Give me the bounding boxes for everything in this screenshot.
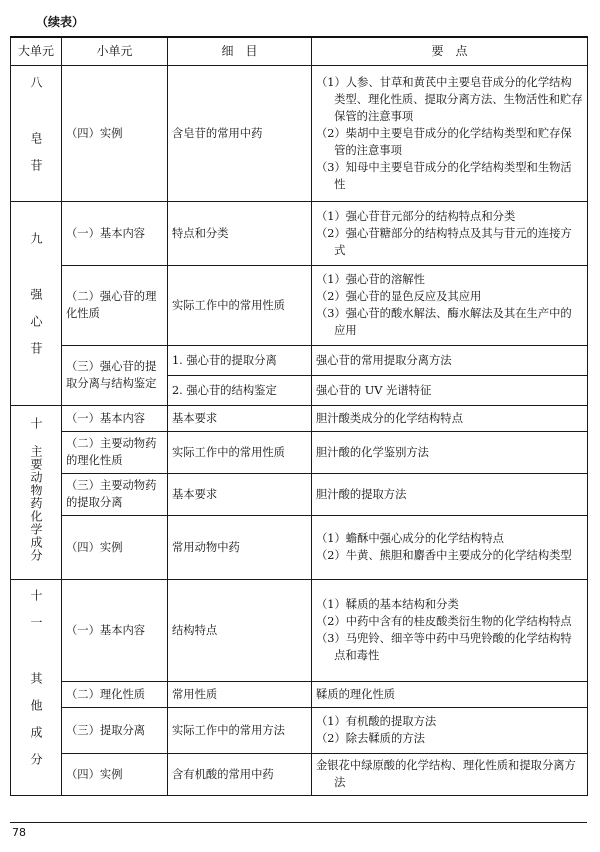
table-row [11, 473, 588, 515]
item-cell: 实际工作中的常用性质 [168, 265, 312, 345]
point: （3）马兜铃、细辛等中药中马兜铃酸的化学结构特点和毒性 [316, 632, 572, 662]
header-item: 细 目 [168, 37, 312, 65]
point: （1）蟾酥中强心成分的化学结构特点 [316, 532, 504, 545]
point: （2）柴胡中主要皂苷成分的化学结构类型和贮存保管的注意事项 [316, 126, 572, 157]
points-cell [312, 405, 588, 431]
point: 鞣质的理化性质 [316, 687, 396, 701]
table-row [11, 431, 588, 473]
unit-cell [11, 405, 62, 579]
item-cell: 实际工作中的常用方法 [168, 707, 312, 753]
subunit-cell: （二）主要动物药的理化性质 [62, 431, 168, 473]
subunit-cell: （二）理化性质 [62, 681, 168, 707]
unit-name: 十 主要动物药化学成分 [29, 417, 43, 562]
points-cell [312, 431, 588, 473]
points-cell [312, 681, 588, 707]
header-subunit: 小单元 [62, 37, 168, 65]
item-cell: 常用动物中药 [168, 515, 312, 579]
point: （3）强心苷的酸水解法、酶水解法及其在生产中的应用 [316, 307, 572, 337]
point: （2）除去鞣质的方法 [316, 732, 425, 745]
item-cell: 含皂苷的常用中药 [168, 65, 312, 201]
point: 胆汁酸的化学鉴别方法 [316, 445, 429, 459]
point: （2）强心苷的显色反应及其应用 [316, 290, 482, 303]
table-row [11, 65, 588, 201]
subunit-cell: （三）提取分离 [62, 707, 168, 753]
points-cell [312, 515, 588, 579]
continued-label: （续表） [36, 15, 85, 29]
item-cell: 含有机酸的常用中药 [168, 753, 312, 795]
page-number: 78 [12, 826, 26, 839]
point: 强心苷的常用提取分离方法 [316, 353, 452, 367]
subunit-cell: （二）强心苷的理化性质 [62, 265, 168, 345]
points-cell [312, 345, 588, 375]
item-cell: 基本要求 [168, 473, 312, 515]
header-points: 要 点 [312, 37, 588, 65]
unit-name: 九 强心苷 [29, 232, 43, 369]
point: 胆汁酸类成分的化学结构特点 [316, 411, 463, 425]
subunit-cell: （四）实例 [62, 65, 168, 201]
subunit-cell: （四）实例 [62, 753, 168, 795]
point: （2）中药中含有的桂皮酸类衍生物的化学结构特点 [316, 615, 572, 628]
bottom-rule [10, 822, 587, 823]
points-cell [312, 65, 588, 201]
point: （1）有机酸的提取方法 [316, 715, 437, 728]
table-row [11, 405, 588, 431]
point: （2）牛黄、熊胆和麝香中主要成分的化学结构类型 [316, 549, 572, 562]
item-cell: 基本要求 [168, 405, 312, 431]
item-cell: 2. 强心苷的结构鉴定 [168, 375, 312, 405]
table-row [11, 265, 588, 345]
subunit-cell: （一）基本内容 [62, 201, 168, 265]
header-row [11, 37, 588, 65]
item-cell: 实际工作中的常用性质 [168, 431, 312, 473]
table-row [11, 707, 588, 753]
point: （2）强心苷糖部分的结构特点及其与苷元的连接方式 [316, 226, 572, 257]
point: 胆汁酸的提取方法 [316, 487, 407, 501]
point: （1）鞣质的基本结构和分类 [316, 598, 459, 611]
points-cell [312, 265, 588, 345]
subunit-cell: （三）强心苷的提取分离与结构鉴定 [62, 345, 168, 405]
table-row [11, 515, 588, 579]
point: （1）人参、甘草和黄芪中主要皂苷成分的化学结构类型、理化性质、提取分离方法、生物活性和贮存保管的注意事项 [316, 75, 583, 123]
points-cell [312, 579, 588, 681]
point: （1）强心苷苷元部分的结构特点和分类 [316, 209, 516, 223]
item-cell: 结构特点 [168, 579, 312, 681]
unit-name: 八 皂苷 [29, 75, 43, 186]
header-unit: 大单元 [11, 37, 62, 65]
points-cell [312, 753, 588, 795]
item-cell: 常用性质 [168, 681, 312, 707]
point: （3）知母中主要皂苷成分的化学结构类型和生物活性 [316, 160, 572, 191]
table-row [11, 753, 588, 795]
subunit-cell: （三）主要动物药的提取分离 [62, 473, 168, 515]
item-cell: 特点和分类 [168, 201, 312, 265]
unit-cell [11, 579, 62, 795]
subunit-cell: （一）基本内容 [62, 405, 168, 431]
subunit-cell: （四）实例 [62, 515, 168, 579]
table-row [11, 681, 588, 707]
unit-cell [11, 201, 62, 405]
points-cell [312, 201, 588, 265]
point: 金银花中绿原酸的化学结构、理化性质和提取分离方法 [316, 759, 576, 789]
syllabus-table [10, 36, 588, 796]
subunit-cell: （一）基本内容 [62, 579, 168, 681]
point: （1）强心苷的溶解性 [316, 273, 425, 286]
point: 强心苷的 UV 光谱特征 [316, 383, 432, 397]
table-row [11, 201, 588, 265]
unit-name: 十一 其他成分 [29, 589, 43, 780]
points-cell [312, 707, 588, 753]
item-cell: 1. 强心苷的提取分离 [168, 345, 312, 375]
table-row [11, 345, 588, 375]
table-row [11, 579, 588, 681]
unit-cell [11, 65, 62, 201]
points-cell [312, 375, 588, 405]
points-cell [312, 473, 588, 515]
